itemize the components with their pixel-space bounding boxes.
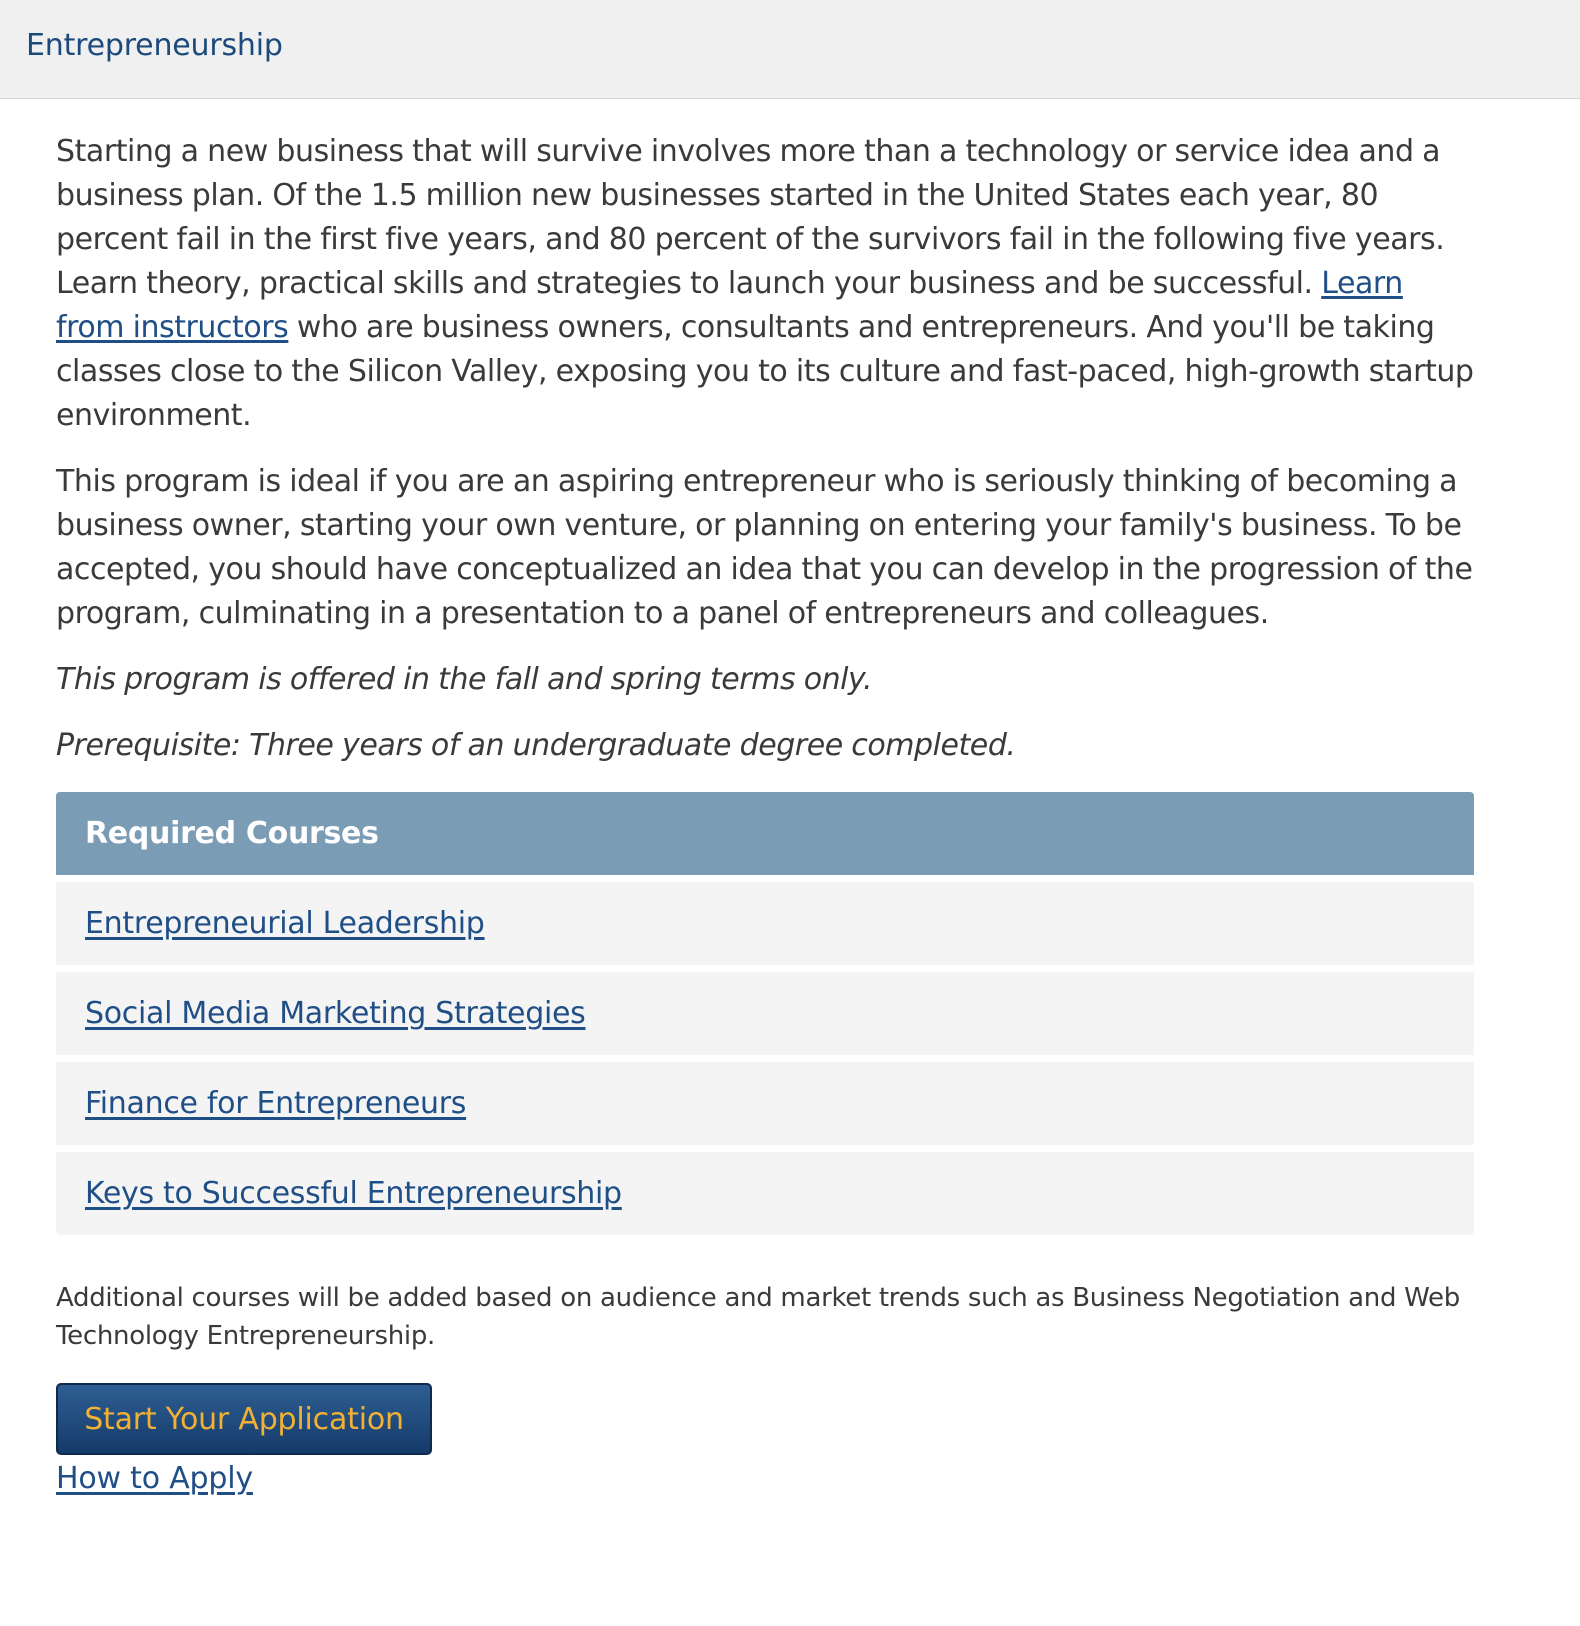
page-header xyxy=(0,0,1580,99)
terms-note: This program is offered in the fall and spring terms only. xyxy=(56,662,873,697)
learn-from-instructors-link[interactable]: Learn from instructors xyxy=(56,266,1403,345)
required-courses-heading: Required Courses xyxy=(85,816,379,851)
intro-paragraph xyxy=(56,130,1476,438)
intro-text-part1: Starting a new business that will survive involves more than a technology or service idea and a business plan. Of the 1.5 million new businesses started in the United States each year, 80 percent fail in the first five years, and 80 percent of the survivors fail in the following five years. Learn theory, practical skills and strategies to launch your business and be successful. xyxy=(56,134,1445,301)
required-courses-header xyxy=(56,792,1474,875)
course-row xyxy=(56,1152,1474,1235)
how-to-apply-link[interactable]: How to Apply xyxy=(56,1461,253,1496)
course-row xyxy=(56,1062,1474,1145)
main-content xyxy=(56,130,1476,1499)
program-paragraph: This program is ideal if you are an aspiring entrepreneur who is seriously thinking of becoming a business owner, starting your own venture, or planning on entering your family's business. To be accepted, you should have conceptualized an idea that you can develop in the progression of the program, culminating in a presentation to a panel of entrepreneurs and colleagues. xyxy=(56,464,1473,631)
intro-text-part2: who are business owners, consultants and entrepreneurs. And you'll be taking classes close to the Silicon Valley, exposing you to its culture and fast-paced, high-growth startup environment. xyxy=(56,310,1474,433)
course-link-finance-for-entrepreneurs[interactable]: Finance for Entrepreneurs xyxy=(85,1086,467,1121)
page-title: Entrepreneurship xyxy=(26,28,283,63)
course-link-keys-to-success[interactable]: Keys to Successful Entrepreneurship xyxy=(85,1176,622,1211)
required-courses-table xyxy=(56,792,1474,1235)
start-application-button[interactable]: Start Your Application xyxy=(56,1383,432,1455)
course-link-social-media-marketing[interactable]: Social Media Marketing Strategies xyxy=(85,996,586,1031)
additional-courses-note: Additional courses will be added based on audience and market trends such as Business Negotiation and Web Technology Entrepreneurship. xyxy=(56,1283,1460,1351)
prerequisite-note: Prerequisite: Three years of an undergraduate degree completed. xyxy=(56,728,1016,763)
course-link-entrepreneurial-leadership[interactable]: Entrepreneurial Leadership xyxy=(85,906,485,941)
course-row xyxy=(56,882,1474,965)
course-row xyxy=(56,972,1474,1055)
